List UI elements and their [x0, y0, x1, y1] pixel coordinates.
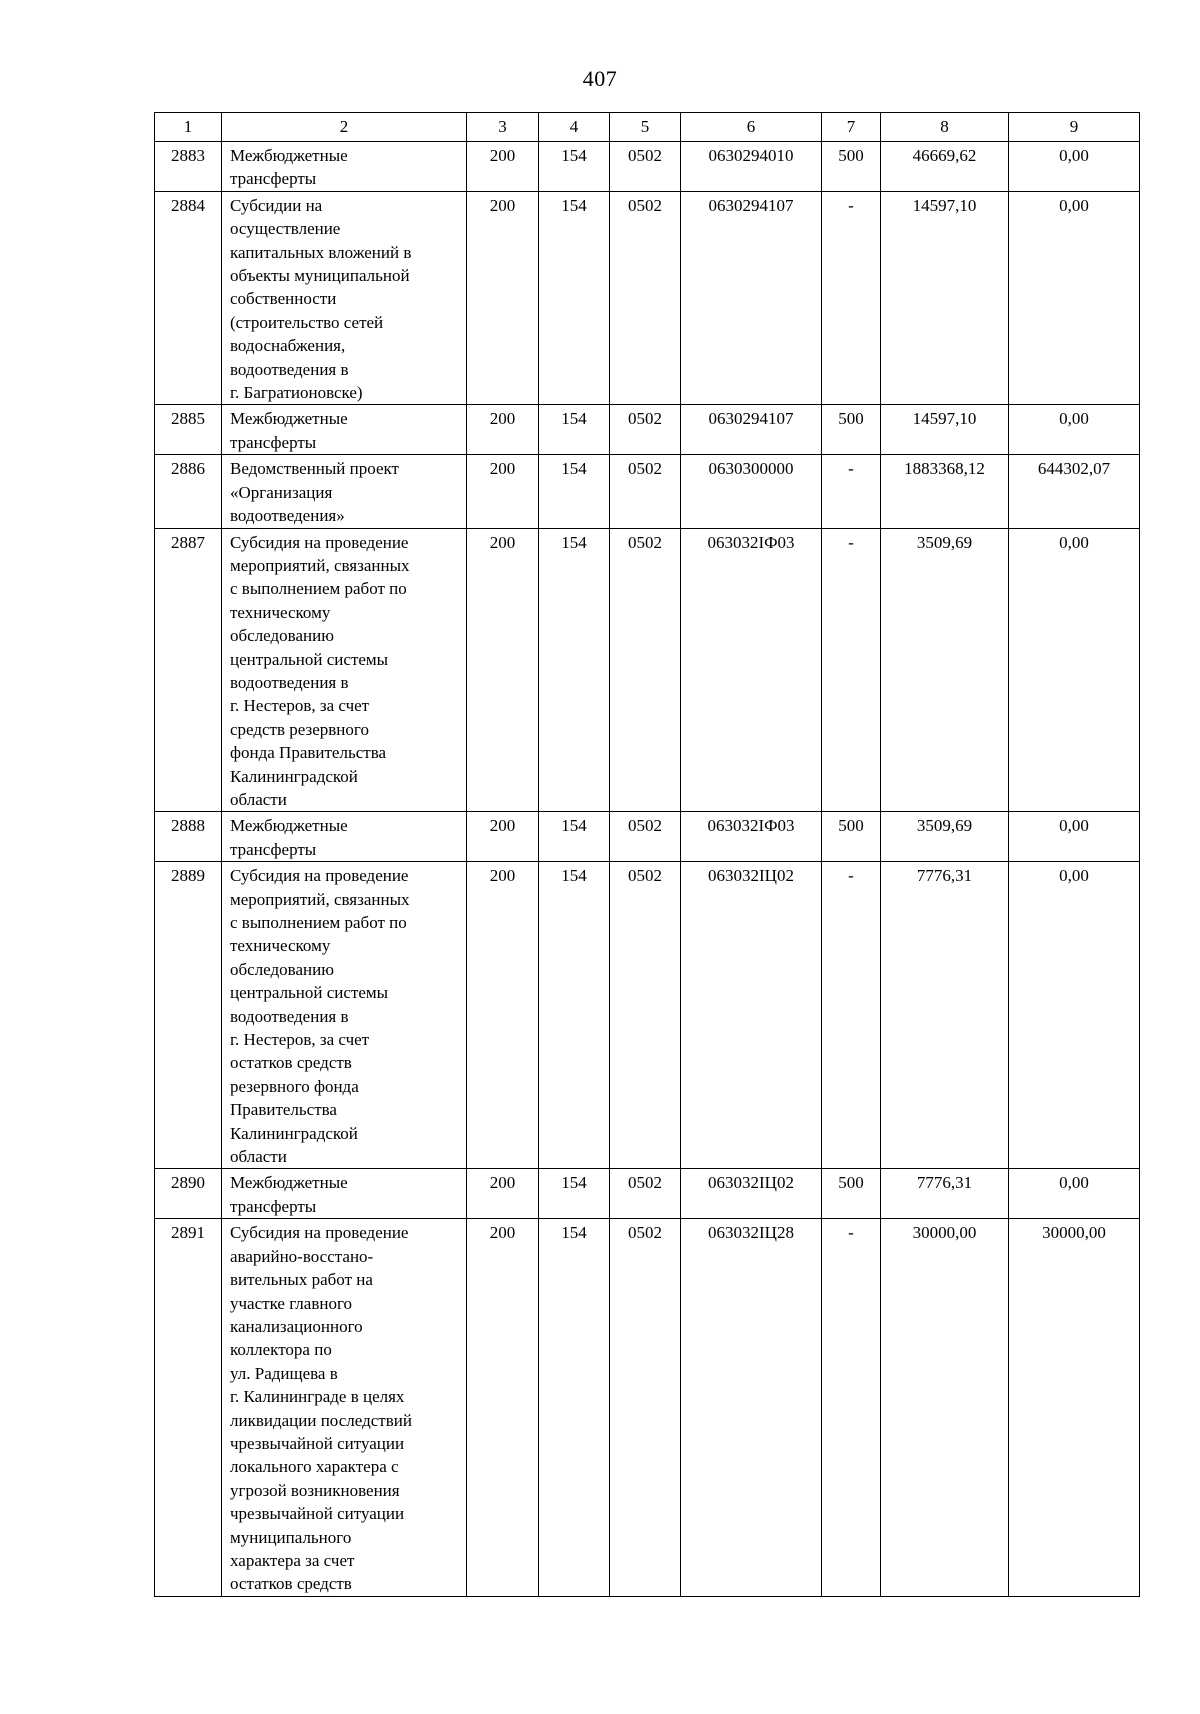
col7-cell: 500 [822, 405, 881, 455]
description-cell [222, 455, 467, 528]
description-line: локального характера с [230, 1457, 399, 1477]
description-line: чрезвычайной ситуации [230, 1504, 405, 1524]
amount-cell: 1883368,12 [881, 455, 1009, 528]
col5-cell: 0502 [610, 862, 681, 1169]
description-line: «Организация [230, 482, 333, 502]
code-cell: 063032IФ03 [681, 528, 822, 812]
amount2-cell: 0,00 [1009, 1169, 1140, 1219]
code-cell: 0630294107 [681, 405, 822, 455]
description-line: водоотведения» [230, 506, 345, 526]
amount2-cell: 644302,07 [1009, 455, 1140, 528]
description-line: техническому [230, 602, 331, 622]
col4-cell: 154 [539, 455, 610, 528]
description-line: Ведомственный проект [230, 459, 399, 479]
col4-cell: 154 [539, 142, 610, 192]
header-cell: 3 [467, 113, 539, 142]
description-cell [222, 1169, 467, 1219]
description-line: трансферты [230, 169, 317, 189]
page-number: 407 [582, 66, 618, 91]
col5-cell: 0502 [610, 1169, 681, 1219]
description-line: Межбюджетные [230, 816, 348, 836]
description-line: мероприятий, связанных [230, 555, 410, 575]
col4-cell: 154 [539, 862, 610, 1169]
col3-cell: 200 [467, 142, 539, 192]
description-line: вительных работ на [230, 1270, 373, 1290]
col4-cell: 154 [539, 528, 610, 812]
col5-cell: 0502 [610, 812, 681, 862]
amount2-cell: 0,00 [1009, 812, 1140, 862]
header-cell: 7 [822, 113, 881, 142]
row-number-cell: 2883 [155, 142, 222, 192]
description-line: г. Багратионовске) [230, 383, 363, 403]
description-line: г. Нестеров, за счет [230, 1030, 370, 1050]
description-line: трансферты [230, 432, 317, 452]
col4-cell: 154 [539, 812, 610, 862]
header-cell: 5 [610, 113, 681, 142]
col5-cell: 0502 [610, 1219, 681, 1597]
description-cell [222, 405, 467, 455]
col3-cell: 200 [467, 1219, 539, 1597]
description-line: водоотведения в [230, 672, 349, 692]
row-number-cell: 2887 [155, 528, 222, 812]
col4-cell: 154 [539, 1169, 610, 1219]
amount-cell: 3509,69 [881, 528, 1009, 812]
code-cell: 0630294107 [681, 191, 822, 405]
description-line: Калининградской [230, 1123, 358, 1143]
description-line: Субсидия на проведение [230, 1223, 409, 1243]
table-row [155, 191, 1140, 405]
amount2-cell: 30000,00 [1009, 1219, 1140, 1597]
description-line: объекты муниципальной [230, 266, 410, 286]
table-row [155, 455, 1140, 528]
row-number-cell: 2884 [155, 191, 222, 405]
col7-cell: 500 [822, 1169, 881, 1219]
description-line: водоотведения в [230, 359, 349, 379]
col3-cell: 200 [467, 528, 539, 812]
row-number-cell: 2885 [155, 405, 222, 455]
description-line: обследованию [230, 959, 334, 979]
description-line: участке главного [230, 1293, 353, 1313]
row-number-cell: 2889 [155, 862, 222, 1169]
description-line: Субсидия на проведение [230, 866, 409, 886]
description-line: области [230, 1147, 287, 1167]
table-row [155, 405, 1140, 455]
table-row [155, 142, 1140, 192]
col5-cell: 0502 [610, 191, 681, 405]
description-line: (строительство сетей [230, 312, 384, 332]
description-line: остатков средств [230, 1574, 352, 1594]
description-cell [222, 191, 467, 405]
table-row [155, 812, 1140, 862]
code-cell: 0630294010 [681, 142, 822, 192]
table-row [155, 1169, 1140, 1219]
col4-cell: 154 [539, 405, 610, 455]
description-line: Субсидии на [230, 195, 323, 215]
col7-cell: 500 [822, 142, 881, 192]
amount-cell: 14597,10 [881, 405, 1009, 455]
description-line: обследованию [230, 626, 334, 646]
description-line: Правительства [230, 1100, 337, 1120]
table-header-row [155, 113, 1140, 142]
table-row [155, 862, 1140, 1169]
description-line: Межбюджетные [230, 146, 348, 165]
col7-cell: - [822, 862, 881, 1169]
col7-cell: - [822, 528, 881, 812]
header-cell: 6 [681, 113, 822, 142]
table-row [155, 1219, 1140, 1597]
description-line: канализационного [230, 1316, 363, 1336]
description-line: собственности [230, 289, 337, 309]
description-line: г. Калининграде в целях [230, 1387, 405, 1407]
amount2-cell: 0,00 [1009, 862, 1140, 1169]
header-cell: 9 [1009, 113, 1140, 142]
amount-cell: 14597,10 [881, 191, 1009, 405]
amount-cell: 46669,62 [881, 142, 1009, 192]
description-line: мероприятий, связанных [230, 889, 410, 909]
description-cell [222, 812, 467, 862]
col3-cell: 200 [467, 812, 539, 862]
description-line: Межбюджетные [230, 1173, 348, 1193]
description-cell [222, 142, 467, 192]
description-line: водоотведения в [230, 1006, 349, 1026]
description-line: резервного фонда [230, 1076, 359, 1096]
col3-cell: 200 [467, 191, 539, 405]
description-line: центральной системы [230, 649, 389, 669]
description-line: ул. Радищева в [230, 1363, 338, 1383]
col4-cell: 154 [539, 191, 610, 405]
amount-cell: 7776,31 [881, 1169, 1009, 1219]
description-line: техническому [230, 936, 331, 956]
description-line: Калининградской [230, 766, 358, 786]
col3-cell: 200 [467, 1169, 539, 1219]
description-line: осуществление [230, 219, 341, 239]
header-cell: 2 [222, 113, 467, 142]
amount-cell: 7776,31 [881, 862, 1009, 1169]
amount2-cell: 0,00 [1009, 528, 1140, 812]
code-cell: 0630300000 [681, 455, 822, 528]
description-line: центральной системы [230, 983, 389, 1003]
description-cell [222, 862, 467, 1169]
description-line: трансферты [230, 1196, 317, 1216]
description-cell [222, 528, 467, 812]
col3-cell: 200 [467, 405, 539, 455]
header-cell: 1 [155, 113, 222, 142]
amount2-cell: 0,00 [1009, 142, 1140, 192]
description-line: остатков средств [230, 1053, 352, 1073]
col7-cell: - [822, 191, 881, 405]
description-cell [222, 1219, 467, 1597]
description-line: аварийно-восстано- [230, 1246, 374, 1266]
description-line: угрозой возникновения [230, 1480, 400, 1500]
row-number-cell: 2888 [155, 812, 222, 862]
row-number-cell: 2890 [155, 1169, 222, 1219]
description-line: г. Нестеров, за счет [230, 696, 370, 716]
code-cell: 063032IФ03 [681, 812, 822, 862]
description-line: характера за счет [230, 1550, 355, 1570]
code-cell: 063032IЦ28 [681, 1219, 822, 1597]
amount2-cell: 0,00 [1009, 405, 1140, 455]
col7-cell: 500 [822, 812, 881, 862]
description-line: муниципального [230, 1527, 352, 1547]
col3-cell: 200 [467, 455, 539, 528]
amount-cell: 3509,69 [881, 812, 1009, 862]
description-line: средств резервного [230, 719, 369, 739]
budget-table [154, 112, 1140, 1597]
description-line: коллектора по [230, 1340, 332, 1360]
amount2-cell: 0,00 [1009, 191, 1140, 405]
col7-cell: - [822, 1219, 881, 1597]
row-number-cell: 2891 [155, 1219, 222, 1597]
header-cell: 4 [539, 113, 610, 142]
description-line: Межбюджетные [230, 409, 348, 429]
description-line: с выполнением работ по [230, 579, 407, 599]
description-line: с выполнением работ по [230, 913, 407, 932]
code-cell: 063032IЦ02 [681, 862, 822, 1169]
description-line: области [230, 789, 287, 809]
header-cell: 8 [881, 113, 1009, 142]
row-number-cell: 2886 [155, 455, 222, 528]
col5-cell: 0502 [610, 142, 681, 192]
description-line: Субсидия на проведение [230, 532, 409, 552]
col5-cell: 0502 [610, 528, 681, 812]
col7-cell: - [822, 455, 881, 528]
col4-cell: 154 [539, 1219, 610, 1597]
description-line: трансферты [230, 839, 317, 859]
col3-cell: 200 [467, 862, 539, 1169]
col5-cell: 0502 [610, 455, 681, 528]
table-row [155, 528, 1140, 812]
amount-cell: 30000,00 [881, 1219, 1009, 1597]
description-line: чрезвычайной ситуации [230, 1433, 405, 1453]
description-line: фонда Правительства [230, 743, 387, 763]
col5-cell: 0502 [610, 405, 681, 455]
code-cell: 063032IЦ02 [681, 1169, 822, 1219]
description-line: водоснабжения, [230, 336, 346, 356]
description-line: ликвидации последствий [230, 1410, 412, 1430]
description-line: капитальных вложений в [230, 242, 412, 262]
